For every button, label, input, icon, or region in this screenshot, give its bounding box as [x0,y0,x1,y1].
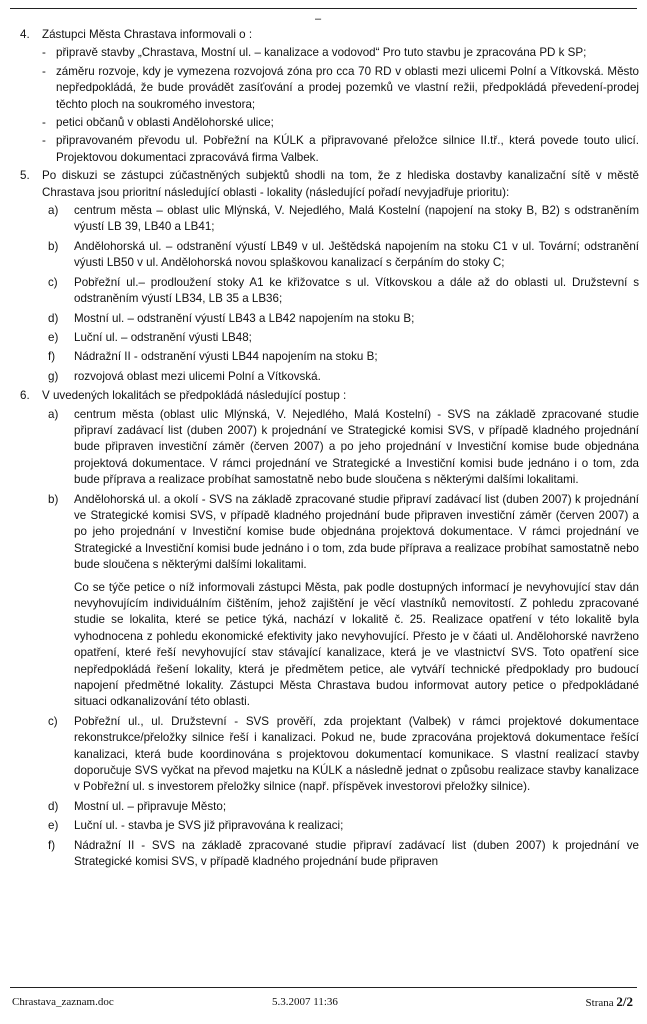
dash-list [42,45,639,166]
list-item [42,799,639,815]
section-5 [10,168,639,385]
list-item [42,714,639,796]
list-item [42,349,639,365]
list-item [42,492,639,711]
list-item-text: petici občanů v oblasti Andělohorské ulice; [56,116,274,130]
list-item [42,838,639,871]
list-item-text: Luční ul. – odstranění výusti LB48; [74,330,252,344]
footer-rule [10,987,637,988]
list-item [42,330,639,346]
footer-datetime: 5.3.2007 11:36 [272,996,338,1008]
list-item-text: Mostní ul. – odstranění výustí LB43 a LB42 napojením na stoku B; [74,311,415,325]
item-letter: b) [48,492,59,506]
item-letter: g) [48,369,59,383]
dash-bullet: - [42,116,46,130]
list-item-text: Mostní ul. – připravuje Město; [74,799,227,813]
item-letter: d) [48,799,59,813]
list-item-text: Nádražní II - SVS na základě zpracované studie připraví zadávací list (duben 2007) k projednání ve Strategické komisi SVS, v případě kladného projednání bude připraven [74,838,639,869]
item-letter: a) [48,407,59,421]
list-item [42,818,639,834]
lettered-list [42,407,639,871]
list-item [42,133,639,166]
item-letter: d) [48,311,59,325]
document-body [10,27,639,874]
header-rule [10,8,637,9]
petition-paragraph: Co se týče petice o níž informovali zástupci Města, pak podle dostupných informací je nevyhovující stav dán nevyhovujícím individuálním čištěním, jehož zajištění je věcí vlastníků nemovitostí. Z pohledu zpracované studie se lokalita, které se petice týká, nachází v lokalitě č. 25. Realizace opatření v této lokalitě byla vyhodnocena z pohledu ekonomické efektivity jako nevyhovující. Přesto je v čáati ul. Andělohorské navrženo opatření, které řeší nevyhovující stav stávající kanalizace, která je ve vlastnictví SVS. Toto opatření sice nepředpokládá řešení lokality, která je předmětem petice, ale vytváří technické předpoklady pro budoucí napojení předmětné lokality. Zástupci Města Chrastava budou informovat autory petice o předpokládané situaci odkanalizování této oblasti. [74,580,639,709]
header-mark: – [315,13,322,25]
list-item [42,239,639,272]
dash-bullet: - [42,46,46,60]
section-intro: V uvedených lokalitách se předpokládá následující postup : [42,389,347,403]
list-item [42,115,639,131]
section-4 [10,27,639,166]
item-letter: e) [48,330,59,344]
list-item-text: centrum města – oblast ulic Mlýnská, V. Nejedlého, Malá Kostelní (napojení na stoky B, B2) s odstraněním výustí LB 39, LB40 a LB41; [74,204,639,234]
footer-page-label: Strana [585,997,614,1009]
item-letter: b) [48,239,59,253]
item-letter: f) [48,838,56,852]
dash-bullet: - [42,64,46,78]
item-letter: c) [48,275,58,289]
section-number: 6. [20,389,30,403]
item-letter: e) [48,819,59,833]
section-intro: Zástupci Města Chrastava informovali o : [42,28,253,41]
item-letter: f) [48,350,56,364]
list-item [42,45,639,61]
list-item-text: Andělohorská ul. – odstranění výustí LB49 v ul. Ještědská napojením na stoku C1 v ul. Tovární; odstranění výusti LB50 v ul. Andělohorská novou splaškovou kanalizací s čerpáním do stoky C; [74,239,639,270]
item-letter: a) [48,204,59,218]
list-item-text: rozvojová oblast mezi ulicemi Polní a Vítkovská. [74,369,321,383]
section-number: 5. [20,169,30,183]
section-6 [10,388,639,870]
list-item-text: Pobřežní ul.– prodloužení stoky A1 ke křižovatce s ul. Vítkovskou a dále až do oblasti ul. Družstevní s odstraněním výustí LB34, LB 35 a LB36; [74,275,639,306]
lettered-list [42,203,639,385]
section-intro: Po diskuzi se zástupci zúčastněných subjektů shodli na tom, že z hlediska dostavby kanalizační sítě v městě Chrastava jsou prioritní následující oblasti - lokality (následující pořadí nevyjadřuje prioritu): [42,169,639,199]
section-number: 4. [20,28,30,41]
list-item-text: Pobřežní ul., ul. Družstevní - SVS prověří, zda projektant (Valbek) v rámci projektové dokumentace rekonstrukce/přeložky silnice řeší i kanalizaci. Pokud ne, bude zpracována projektová dokumentace řešící kanalizaci, která bude koordinována s projektovou dokumentací komunikace. S vlastní realizací stavby doporučuje SVS vyčkat na převod majetku na KÚLK a následně jednat o způsobu realizace stavby kanalizace v Pobřežní ul. s investorem přeložky silnice (např. příspěvek investorovi přeložky silnice). [74,714,639,794]
dash-bullet: - [42,134,46,148]
list-item-text: připravovaném převodu ul. Pobřežní na KÚLK a připravované přeložce silnice II.tř., která povede touto ulicí. Projektovou dokumentaci zpracovává firma Valbek. [56,134,639,164]
list-item [42,407,639,489]
list-item-text: Nádražní II - odstranění výusti LB44 napojením na stoku B; [74,350,378,364]
list-item [42,311,639,327]
list-item [42,203,639,236]
list-item [42,275,639,308]
list-item-text: centrum města (oblast ulic Mlýnská, V. Nejedlého, Malá Kostelní) - SVS na základě zpracované studie připraví zadávací list (duben 2007) k projednání ve Strategické komisi SVS, v případě kladného projednání bude připraven investiční záměr (červen 2007) a po jeho projednání v Investiční komise bude objednána projektová dokumentace. V rámci projednání ve Strategické a Investiční komisi bude jednáno i o tom, zda bude příprava a realizace probíhat samostatně nebo bude sloučena s některými dalšími lokalitami. [74,407,639,487]
list-item-text: záměru rozvoje, kdy je vymezena rozvojová zóna pro cca 70 RD v oblasti mezi ulicemi Polní a Vítkovská. Město nepředpokládá, že bude provádět zasíťování a prodej pozemků ve vlastní režii, předpokládá převedení-prodej těchto ploch na soukromého investora; [56,64,639,111]
list-item-text: Andělohorská ul. a okolí - SVS na základě zpracované studie připraví zadávací list (duben 2007) k projednání ve Strategické komisi SVS, v případě kladného projednání bude připraven investiční záměr (červen 2007) a po jeho projednání v Investiční komise bude objednána projektová dokumentace. V rámci projednání ve Strategické a Investiční komisi bude jednáno i o tom, zda bude příprava a realizace probíhat samostatně nebo bude sloučena s některými dalšími lokalitami. [74,492,639,572]
list-item-text: Luční ul. - stavba je SVS již připravována k realizaci; [74,819,344,833]
page-footer [10,994,637,1010]
footer-page-number: 2/2 [616,994,633,1009]
item-letter: c) [48,714,58,728]
list-item [42,64,639,113]
list-item-text: připravě stavby „Chrastava, Mostní ul. – kanalizace a vodovod“ Pro tuto stavbu je zpracována PD k SP; [56,46,587,60]
list-item [42,369,639,385]
footer-filename: Chrastava_zaznam.doc [12,996,114,1008]
footer-page [586,994,633,1011]
